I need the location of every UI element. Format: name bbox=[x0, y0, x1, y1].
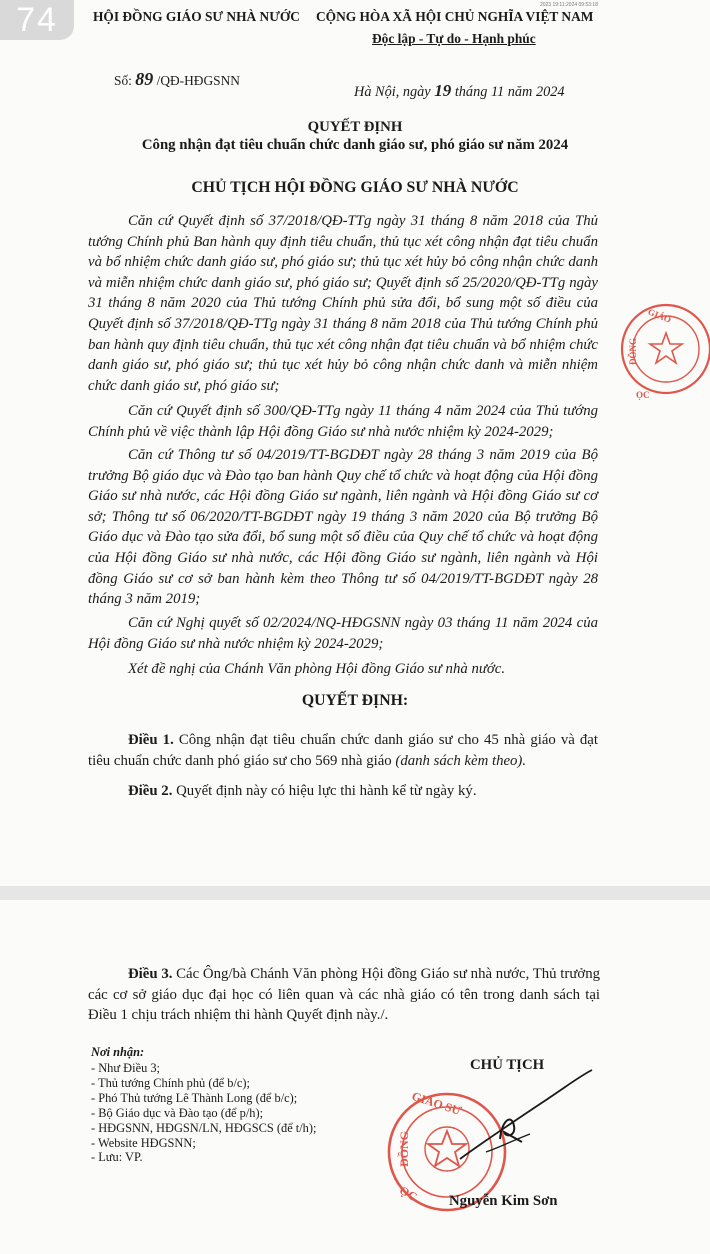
number-suffix: /QĐ-HĐGSNN bbox=[156, 73, 240, 88]
issue-date bbox=[354, 81, 565, 101]
article-1-text: Công nhận đạt tiêu chuẩn chức danh giáo sư cho 45 nhà giáo và đạt tiêu chuẩn chức danh phó giáo sư cho 569 nhà giáo bbox=[88, 732, 598, 769]
recipient-item: - Thủ tướng Chính phủ (để b/c); bbox=[91, 1075, 250, 1090]
recipients-list bbox=[91, 1061, 316, 1165]
number-prefix: Số: bbox=[114, 73, 132, 88]
decision-number bbox=[114, 69, 240, 90]
preamble-1: Căn cứ Quyết định số 37/2018/QĐ-TTg ngày 31 tháng 8 năm 2018 của Thủ tướng Chính phủ Ban hành quy định tiêu chuẩn, thủ tục xét công nhận đạt tiêu chuẩn và bổ nhiệm chức danh giáo sư, phó giáo sư; thủ tục xét hủy bỏ công nhận chức danh và miễn nhiệm chức danh giáo sư, phó giáo sư; Quyết định số 25/2020/QĐ-TTg ngày 31 tháng 8 năm 2020 của Thủ tướng Chính phủ sửa đổi, bổ sung một số điều của Quyết định số 37/2018/QĐ-TTg ngày 31 tháng 8 năm 2018 của Thủ tướng Chính phủ ban hành quy định tiêu chuẩn, thủ tục xét công nhận đạt tiêu chuẩn và bổ nhiệm chức danh giáo sư, phó giáo sư; thủ tục xét hủy bỏ công nhận chức danh và miễn nhiệm chức danh giáo sư, phó giáo sư; bbox=[88, 213, 598, 394]
article-3-label: Điều 3. bbox=[128, 966, 173, 982]
decision-title: QUYẾT ĐỊNH bbox=[307, 119, 403, 135]
article-1-note: (danh sách kèm theo). bbox=[395, 752, 527, 769]
preamble-3: Căn cứ Thông tư số 04/2019/TT-BGDĐT ngày 28 tháng 3 năm 2019 của Bộ trưởng Bộ giáo dục và Đào tạo ban hành Quy chế tổ chức và hoạt động của Hội đồng Giáo sư nhà nước, các Hội đồng Giáo sư ngành, liên ngành và Hội đồng Giáo sư cơ sở; Thông tư số 06/2020/TT-BGDĐT ngày 19 tháng 3 năm 2020 của Bộ trưởng Bộ Giáo dục và Đào tạo sửa đổi, bổ sung một số điều của Quy chế tổ chức và hoạt động của Hội đồng Giáo sư nhà nước, các Hội đồng Giáo sư ngành, liên ngành và Hội đồng Giáo sư cơ sở ban hành kèm theo Thông tư số 04/2019/TT-BGDĐT ngày 28 tháng 3 năm 2019; bbox=[88, 447, 598, 608]
signer-name: Nguyễn Kim Sơn bbox=[449, 1193, 558, 1209]
article-2-label: Điều 2. bbox=[128, 783, 173, 799]
recipient-item: - Như Điều 3; bbox=[91, 1061, 161, 1075]
preamble-5: Xét đề nghị của Chánh Văn phòng Hội đồng Giáo sư nhà nước. bbox=[128, 661, 506, 677]
article-3 bbox=[88, 964, 600, 1026]
handwritten-signature bbox=[440, 1064, 600, 1174]
council-name: HỘI ĐỒNG GIÁO SƯ NHÀ NƯỚC bbox=[93, 9, 300, 24]
decides-heading: QUYẾT ĐỊNH: bbox=[301, 692, 409, 709]
seal-text-top: GIÁO SƯ bbox=[410, 1088, 464, 1119]
seal-text-top: GIÁO bbox=[646, 306, 673, 325]
page-separator bbox=[0, 886, 710, 900]
article-2 bbox=[88, 781, 598, 802]
authority-heading: CHỦ TỊCH HỘI ĐỒNG GIÁO SƯ NHÀ NƯỚC bbox=[191, 179, 519, 196]
signer-title: CHỦ TỊCH bbox=[470, 1057, 545, 1073]
seal-text-left: ĐỒNG bbox=[628, 338, 638, 365]
page-number-badge: 74 bbox=[0, 0, 74, 40]
article-3-text: Các Ông/bà Chánh Văn phòng Hội đồng Giáo sư nhà nước, Thủ trưởng các cơ sở giáo dục đại học có liên quan và các nhà giáo có tên trong danh sách tại Điều 1 chịu trách nhiệm thi hành Quyết định này./. bbox=[88, 966, 600, 1024]
date-suffix: tháng 11 năm 2024 bbox=[454, 84, 565, 100]
recipients-label: Nơi nhận: bbox=[91, 1045, 145, 1059]
seal-text-left: ĐỒNG bbox=[397, 1131, 411, 1167]
date-prefix: Hà Nội, ngày bbox=[354, 84, 431, 100]
handwritten-number: 89 bbox=[135, 69, 154, 89]
seal-text-bottom: ỌC bbox=[636, 390, 650, 400]
article-1 bbox=[88, 730, 598, 771]
decision-subtitle: Công nhận đạt tiêu chuẩn chức danh giáo sư, phó giáo sư năm 2024 bbox=[141, 137, 569, 153]
country-name: CỘNG HÒA XÃ HỘI CHỦ NGHĨA VIỆT NAM bbox=[316, 9, 594, 24]
digital-signature-stamp: 2023 19:11:2024 09:53:18 bbox=[539, 2, 598, 8]
recipient-item: - Lưu: VP. bbox=[91, 1150, 143, 1165]
recipient-item: - HĐGSNN, HĐGSN/LN, HĐGSCS (để t/h); bbox=[91, 1120, 317, 1135]
recipient-item: - Bộ Giáo dục và Đào tạo (để p/h); bbox=[91, 1105, 264, 1120]
motto: Độc lập - Tự do - Hạnh phúc bbox=[372, 31, 536, 46]
seal-text-bottom: ỌC bbox=[397, 1182, 420, 1205]
preamble-4: Căn cứ Nghị quyết số 02/2024/NQ-HĐGSNN ngày 03 tháng 11 năm 2024 của Hội đồng Giáo sư nhà nước nhiệm kỳ 2024-2029; bbox=[88, 615, 598, 652]
recipient-item: - Phó Thủ tướng Lê Thành Long (để b/c); bbox=[91, 1090, 298, 1105]
official-seal-partial-top bbox=[612, 299, 710, 401]
recipient-item: - Website HĐGSNN; bbox=[91, 1135, 196, 1150]
handwritten-day: 19 bbox=[434, 81, 452, 100]
article-2-text: Quyết định này có hiệu lực thi hành kể từ ngày ký. bbox=[176, 783, 477, 799]
preamble-2: Căn cứ Quyết định số 300/QĐ-TTg ngày 11 tháng 4 năm 2024 của Thủ tướng Chính phủ về việc thành lập Hội đồng Giáo sư nhà nước nhiệm kỳ 2024-2029; bbox=[88, 403, 598, 440]
article-1-label: Điều 1. bbox=[128, 732, 174, 748]
